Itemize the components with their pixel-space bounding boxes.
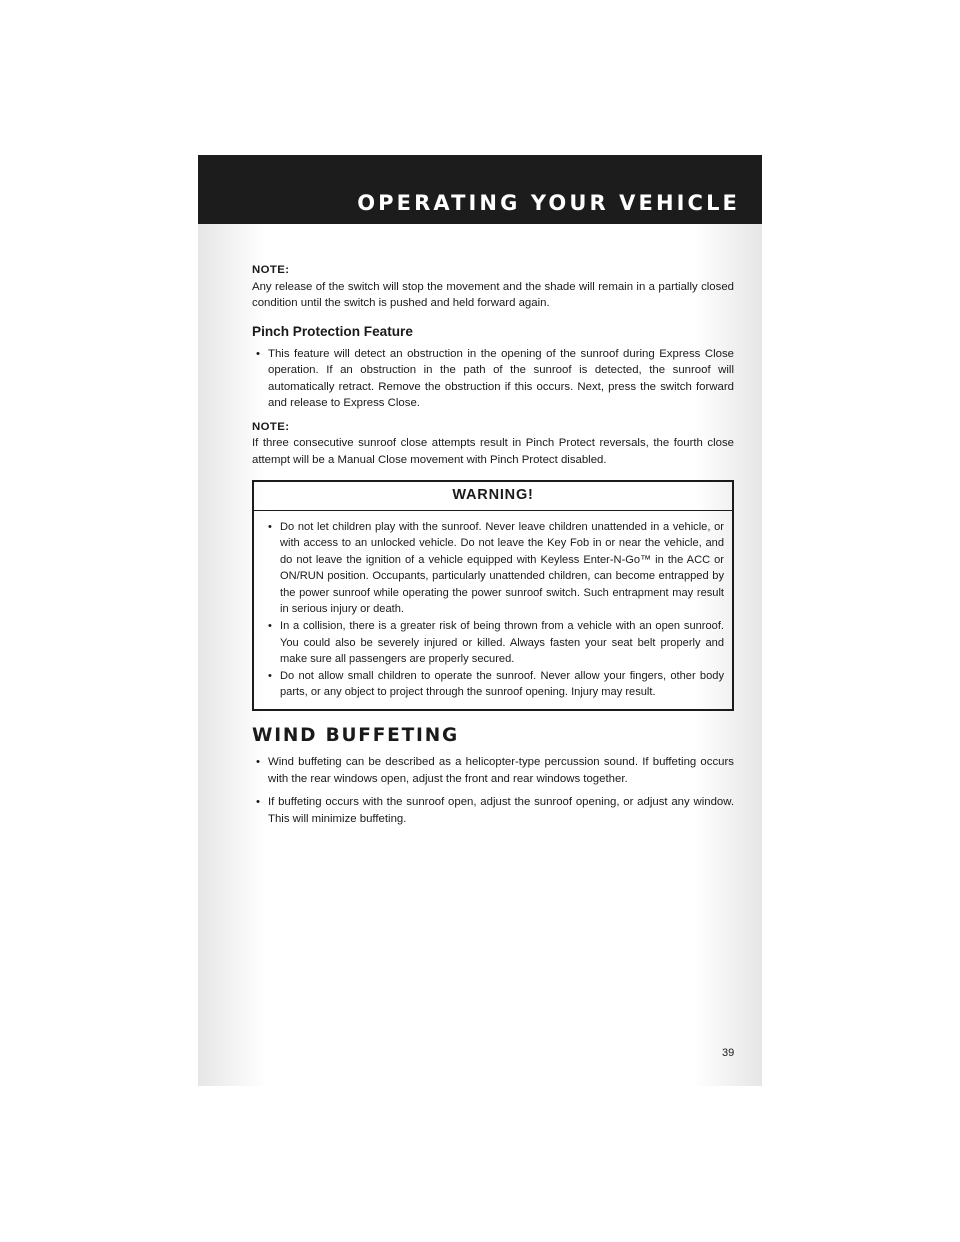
pinch-protection-list [252, 346, 734, 412]
note-block [252, 419, 734, 469]
note-block [252, 262, 734, 312]
list-item-text: Do not allow small children to operate the sunroof. Never allow your fingers, other body parts, or any object to project through the sunroof opening. Injury may result. [280, 669, 724, 699]
list-item [264, 668, 724, 701]
warning-list [254, 519, 732, 702]
section-header-bar [198, 155, 762, 224]
list-item-text: Wind buffeting can be described as a helicopter-type percussion sound. If buffeting occurs with the rear windows open, adjust the front and rear windows together. [268, 756, 734, 785]
note-label: NOTE: [252, 420, 290, 433]
list-item [264, 618, 724, 668]
note-text: Any release of the switch will stop the movement and the shade will remain in a partially closed condition until the switch is pushed and held forward again. [252, 280, 734, 309]
wind-buffeting-heading: WIND BUFFETING [252, 725, 459, 747]
warning-box [252, 480, 734, 711]
list-item-text: In a collision, there is a greater risk of being thrown from a vehicle with an open sunroof. You could also be severely injured or killed. Always fasten your seat belt properly and make sure all passengers are properly secured. [280, 620, 724, 666]
bullet-glyph: • [256, 756, 260, 769]
note-text: If three consecutive sunroof close attempts result in Pinch Protect reversals, the fourth close attempt will be a Manual Close movement with Pinch Protect disabled. [252, 437, 734, 466]
list-item [252, 346, 734, 412]
bullet-glyph: • [256, 796, 260, 809]
warning-title: WARNING! [254, 482, 732, 511]
page-content [252, 262, 734, 827]
page-number: 39 [722, 1047, 735, 1059]
bullet-glyph: • [256, 347, 260, 360]
list-item-text: Do not let children play with the sunroof. Never leave children unattended in a vehicle, or with access to an unlocked vehicle. Do not leave the Key Fob in or near the vehicle, and do not leave the ignition of a vehicle equipped with Keyless Enter-N-Go™ in the ACC or ON/RUN position. Occupants, particularly unattended children, can become entrapped by the power sunroof while operating the power sunroof switch. Such entrapment may result in serious injury or death. [280, 520, 724, 616]
list-item-text: If buffeting occurs with the sunroof open, adjust the sunroof opening, or adjust any window. This will minimize buffeting. [268, 796, 734, 825]
bullet-glyph: • [268, 669, 272, 682]
pinch-protection-heading: Pinch Protection Feature [252, 323, 413, 339]
list-item [252, 794, 734, 827]
list-item [264, 519, 724, 619]
list-item [252, 754, 734, 787]
note-label: NOTE: [252, 264, 290, 276]
bullet-glyph: • [268, 620, 272, 633]
bullet-glyph: • [268, 520, 272, 533]
list-item-text: This feature will detect an obstruction in the opening of the sunroof during Express Close operation. If an obstruction in the path of the sunroof is detected, the sunroof will automatically retract. Remove the obstruction if this occurs. Next, press the switch forward and release to Express Close. [268, 347, 734, 409]
wind-buffeting-list [252, 754, 734, 827]
section-title: OPERATING YOUR VEHICLE [357, 191, 740, 215]
